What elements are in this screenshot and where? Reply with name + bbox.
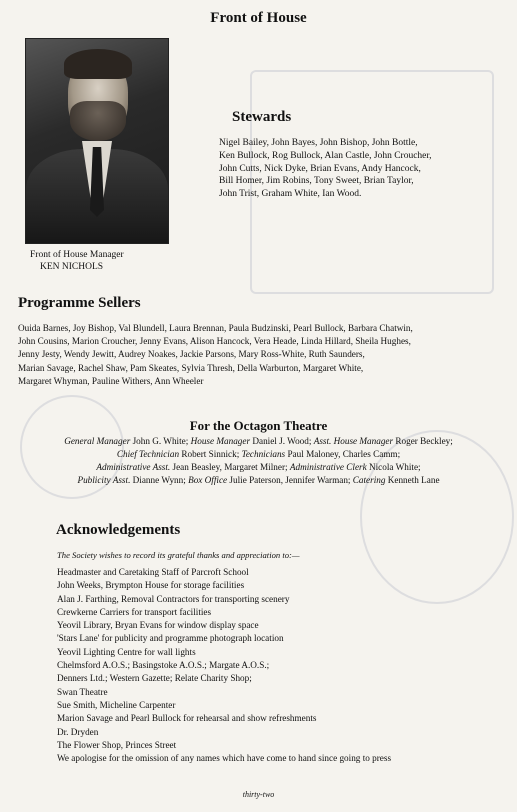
list-item: Marion Savage and Pearl Bullock for rehearsal and show refreshments [57, 713, 317, 724]
sellers-line: Ouida Barnes, Joy Bishop, Val Blundell, Laura Brennan, Paula Budzinski, Pearl Bullock, Barbara Chatwin, [18, 323, 413, 333]
stewards-line: Ken Bullock, Rog Bullock, Alan Castle, John Croucher, [219, 150, 432, 161]
sellers-line: Marian Savage, Rachel Shaw, Pam Skeates, Sylvia Thresh, Della Warburton, Margaret White, [18, 362, 364, 373]
stewards-heading: Stewards [232, 109, 292, 125]
octagon-line [12, 448, 505, 461]
staff-name: Julie Paterson, Jennifer Warman; [229, 475, 351, 485]
role-label: Box Office [188, 475, 228, 485]
stewards-list [219, 137, 499, 201]
programme-sellers-heading: Programme Sellers [18, 295, 141, 311]
staff-name: Paul Maloney, Charles Camm; [287, 449, 401, 459]
sellers-line: Jenny Jesty, Wendy Jewitt, Audrey Noakes, Jackie Parsons, Mary Ross-White, Ruth Saunders, [18, 349, 365, 360]
role-label: Administrative Asst. [96, 462, 171, 472]
caption-role: Front of House Manager [30, 250, 124, 260]
staff-name: Kenneth Lane [387, 475, 440, 485]
list-item: Alan J. Farthing, Removal Contractors for transporting scenery [57, 593, 290, 604]
list-item: Chelmsford A.O.S.; Basingstoke A.O.S.; Margate A.O.S.; [57, 660, 270, 671]
staff-name: Dianne Wynn; [132, 475, 186, 485]
list-item: Dr. Dryden [57, 726, 99, 737]
sellers-line: Margaret Whyman, Pauline Withers, Ann Wheeler [18, 375, 204, 386]
list-item: We apologise for the omission of any names which have come to hand since going to press [57, 753, 392, 764]
role-label: General Manager [64, 436, 131, 446]
acknowledgements-intro: The Society wishes to record its grateful thanks and appreciation to:— [57, 550, 300, 560]
role-label: Technicians [241, 449, 286, 459]
list-item: Crewkerne Carriers for transport facilities [57, 606, 212, 617]
staff-name: Roger Beckley; [395, 436, 453, 446]
staff-name: John G. White; [132, 436, 189, 446]
octagon-line [12, 435, 505, 448]
staff-name: Daniel J. Wood; [252, 436, 312, 446]
role-label: Asst. House Manager [313, 436, 394, 446]
role-label: Administrative Clerk [289, 462, 367, 472]
octagon-line [12, 461, 505, 474]
octagon-line [12, 474, 505, 487]
octagon-heading: For the Octagon Theatre [189, 418, 328, 433]
list-item: 'Stars Lane' for publicity and programme photograph location [57, 633, 284, 644]
list-item: Sue Smith, Micheline Carpenter [57, 699, 176, 710]
photo-caption [30, 249, 124, 273]
octagon-staff [12, 435, 505, 487]
role-label: House Manager [190, 436, 251, 446]
list-item: John Weeks, Brympton House for storage facilities [57, 580, 245, 591]
staff-name: Jean Beasley, Margaret Milner; [172, 462, 288, 472]
staff-name: Nicola White; [368, 462, 421, 472]
manager-photo [25, 38, 169, 244]
list-item: The Flower Shop, Princes Street [57, 739, 177, 750]
list-item: Denners Ltd.; Western Gazette; Relate Charity Shop; [57, 673, 252, 684]
role-label: Chief Technician [116, 449, 180, 459]
list-item: Yeovil Lighting Centre for wall lights [57, 646, 196, 657]
acknowledgements-list [57, 566, 507, 765]
stewards-line: John Trist, Graham White, Ian Wood. [219, 189, 362, 200]
sellers-line: John Cousins, Marion Croucher, Jenny Evans, Alison Hancock, Vera Heade, Linda Hillard, Sheila Hughes, [18, 336, 411, 347]
caption-name: KEN NICHOLS [40, 262, 104, 272]
role-label: Catering [352, 475, 386, 485]
stewards-line: John Cutts, Nick Dyke, Brian Evans, Andy Hancock, [219, 163, 421, 174]
list-item: Swan Theatre [57, 686, 108, 697]
list-item: Headmaster and Caretaking Staff of Parcroft School [57, 567, 249, 577]
page-title: Front of House [210, 10, 307, 26]
page-number: thirty-two [242, 790, 275, 799]
programme-sellers-list [18, 322, 508, 388]
acknowledgements-heading: Acknowledgements [56, 522, 181, 538]
list-item: Yeovil Library, Bryan Evans for window display space [57, 620, 259, 631]
stewards-line: Nigel Bailey, John Bayes, John Bishop, John Bottle, [219, 138, 418, 148]
role-label: Publicity Asst. [77, 475, 131, 485]
staff-name: Robert Sinnick; [181, 449, 240, 459]
stewards-line: Bill Homer, Jim Robins, Tony Sweet, Brian Taylor, [219, 176, 414, 187]
